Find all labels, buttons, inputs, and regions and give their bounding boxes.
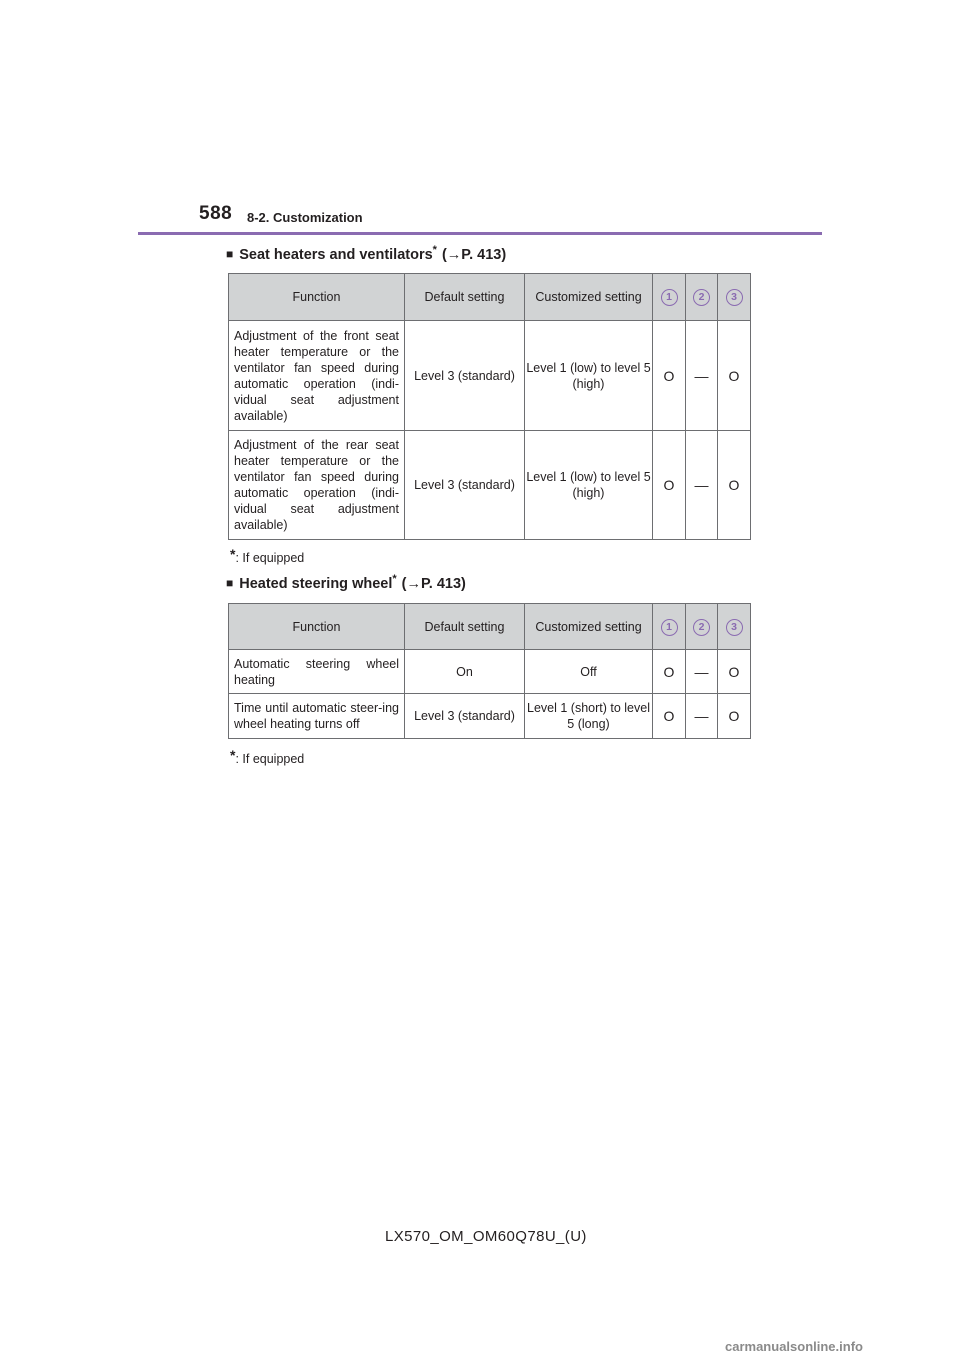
seat-heaters-heading [226, 244, 506, 263]
mark-cell-2: — [686, 321, 718, 431]
page-reference-link[interactable]: (→P. 413) [401, 575, 466, 592]
col-header-function: Function [229, 604, 405, 650]
heading-text: Seat heaters and ventilators [239, 246, 433, 263]
mark-cell-3: O [718, 694, 751, 739]
col-header-3 [718, 274, 751, 321]
col-header-3 [718, 604, 751, 650]
heated-steering-table [228, 603, 751, 739]
custom-cell: Level 1 (short) to level 5 (long) [525, 694, 653, 739]
col-header-2 [686, 604, 718, 650]
asterisk-icon: * [432, 244, 437, 256]
table-row [229, 431, 751, 540]
circled-number-3-icon: 3 [726, 289, 743, 306]
col-header-custom: Customized setting [525, 604, 653, 650]
circled-number-3-icon: 3 [726, 619, 743, 636]
col-header-1 [653, 274, 686, 321]
col-header-2 [686, 274, 718, 321]
function-cell: Automatic steering wheel heating [229, 650, 405, 694]
col-header-default: Default setting [405, 604, 525, 650]
mark-cell-3: O [718, 650, 751, 694]
circled-number-1-icon: 1 [661, 619, 678, 636]
mark-cell-1: O [653, 694, 686, 739]
asterisk-icon: * [230, 546, 236, 562]
page-reference-link[interactable]: (→P. 413) [441, 246, 507, 263]
col-header-default: Default setting [405, 274, 525, 321]
mark-cell-3: O [718, 321, 751, 431]
table-row [229, 694, 751, 739]
default-cell: On [405, 650, 525, 694]
square-bullet-icon: ■ [226, 246, 234, 261]
page-number: 588 [199, 203, 233, 224]
default-cell: Level 3 (standard) [405, 321, 525, 431]
seat-heaters-table [228, 273, 751, 540]
custom-cell: Off [525, 650, 653, 694]
col-header-custom: Customized setting [525, 274, 653, 321]
asterisk-icon: * [230, 747, 236, 763]
asterisk-icon: * [392, 573, 397, 585]
circled-number-2-icon: 2 [693, 289, 710, 306]
circled-number-1-icon: 1 [661, 289, 678, 306]
custom-cell: Level 1 (low) to level 5 (high) [525, 321, 653, 431]
default-cell: Level 3 (standard) [405, 694, 525, 739]
watermark: carmanualsonline.info [725, 1339, 863, 1354]
mark-cell-1: O [653, 650, 686, 694]
mark-cell-2: — [686, 650, 718, 694]
heated-steering-footnote: *: If equipped [230, 747, 305, 766]
table-row [229, 650, 751, 694]
mark-cell-2: — [686, 431, 718, 540]
model-code: LX570_OM_OM60Q78U_(U) [385, 1228, 587, 1245]
mark-cell-3: O [718, 431, 751, 540]
square-bullet-icon: ■ [226, 575, 234, 590]
col-header-function: Function [229, 274, 405, 321]
seat-heaters-footnote: *: If equipped [230, 546, 305, 565]
custom-cell: Level 1 (low) to level 5 (high) [525, 431, 653, 540]
circled-number-2-icon: 2 [693, 619, 710, 636]
mark-cell-1: O [653, 431, 686, 540]
heated-steering-heading [226, 573, 466, 592]
function-cell: Time until automatic steer-ing wheel heating turns off [229, 694, 405, 739]
heading-text: Heated steering wheel [239, 575, 393, 592]
function-cell: Adjustment of the front seat heater temperature or the ventilator fan speed during automatic operation (indi-vidual seat adjustment available) [229, 321, 405, 431]
mark-cell-2: — [686, 694, 718, 739]
col-header-1 [653, 604, 686, 650]
mark-cell-1: O [653, 321, 686, 431]
function-cell: Adjustment of the rear seat heater temperature or the ventilator fan speed during automatic operation (indi-vidual seat adjustment available) [229, 431, 405, 540]
section-title: 8-2. Customization [247, 210, 363, 225]
header-rule [138, 232, 822, 235]
table-row [229, 321, 751, 431]
default-cell: Level 3 (standard) [405, 431, 525, 540]
